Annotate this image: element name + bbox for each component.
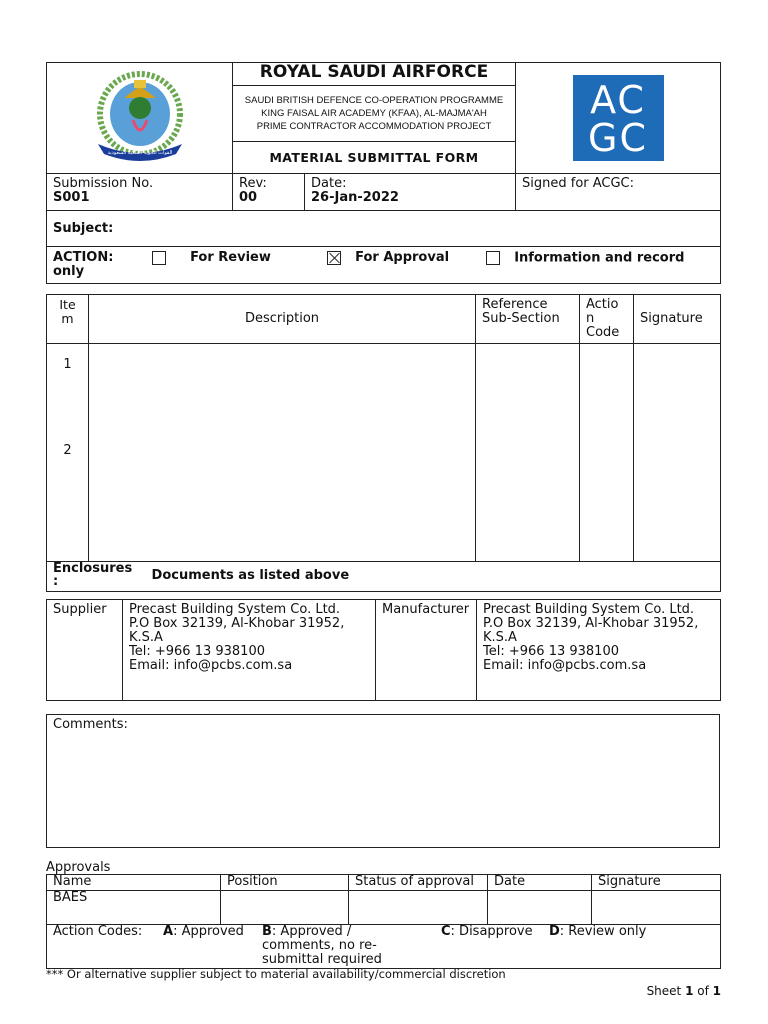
rev-value: 00: [239, 190, 258, 205]
comments-cell[interactable]: [47, 715, 720, 848]
code-b-text: : Approved /: [271, 924, 352, 939]
col-action-code-header: [580, 295, 634, 344]
approver-name: BAES: [47, 891, 221, 925]
date-label: Date:: [311, 176, 347, 191]
col-signature-header: Signature: [634, 295, 721, 344]
supplier-address: P.O Box 32139, Al-Khobar 31952,: [129, 616, 345, 631]
manufacturer-email: Email: info@pcbs.com.sa: [483, 658, 647, 673]
form-title: MATERIAL SUBMITTAL FORM: [269, 150, 479, 165]
action-codes-row: [47, 925, 721, 969]
code-c: [441, 925, 549, 939]
supplier-table: [46, 599, 721, 701]
col-name-header: Name: [47, 875, 221, 891]
code-a-text: : Approved: [173, 924, 244, 939]
col-item-header: [47, 295, 89, 344]
code-b-text: comments, no re-: [262, 938, 377, 953]
col-reference-text: Reference: [482, 297, 548, 312]
code-d: [549, 925, 646, 939]
manufacturer-name: Precast Building System Co. Ltd.: [483, 602, 695, 617]
rev-cell: [233, 174, 305, 211]
enclosures-label: [53, 562, 147, 588]
sheet-of: of: [693, 984, 713, 998]
footnote: *** Or alternative supplier subject to material availability/commercial discretion: [46, 967, 506, 981]
sheet-total: 1: [712, 984, 721, 998]
col-action-code-text: Code: [586, 325, 620, 340]
code-b-text: submittal required: [262, 952, 382, 967]
manufacturer-tel: Tel: +966 13 938100: [483, 644, 619, 659]
for-approval-label: For Approval: [355, 250, 450, 266]
supplier-tel: Tel: +966 13 938100: [129, 644, 265, 659]
code-b: [262, 925, 441, 967]
col-action-code-text: n: [586, 311, 595, 326]
code-c-key: C: [441, 924, 451, 939]
col-signature-header: Signature: [592, 875, 721, 891]
date-cell: [305, 174, 516, 211]
col-status-header: Status of approval: [349, 875, 488, 891]
acgc-logo: [573, 75, 664, 161]
col-reference-text: Sub-Section: [482, 311, 560, 326]
enclosures-value: Documents as listed above: [151, 568, 350, 583]
comments-table: [46, 714, 720, 848]
approver-date[interactable]: [488, 891, 592, 925]
supplier-name: Precast Building System Co. Ltd.: [129, 602, 341, 617]
signature-cell[interactable]: [634, 344, 721, 562]
rsaf-emblem-icon: [90, 68, 190, 164]
submission-no-cell: [47, 174, 233, 211]
supplier-details: [123, 600, 376, 701]
approver-signature[interactable]: [592, 891, 721, 925]
org-title: ROYAL SAUDI AIRFORCE: [233, 63, 515, 86]
for-approval-checkbox[interactable]: [327, 251, 341, 265]
comments-label: Comments:: [53, 717, 128, 732]
col-date-header: Date: [488, 875, 592, 891]
item-number: 1: [63, 357, 72, 372]
manufacturer-label: Manufacturer: [376, 600, 477, 701]
item-numbers-cell: [47, 344, 89, 562]
manufacturer-details: [477, 600, 721, 701]
rsaf-logo-cell: [47, 63, 233, 174]
supplier-email: Email: info@pcbs.com.sa: [129, 658, 293, 673]
emblem-arabic-text: القوات الجوية الملكية السعودية: [107, 150, 172, 156]
sheet-prefix: Sheet: [646, 984, 686, 998]
code-c-text: : Disapprove: [450, 924, 533, 939]
programme-line: KING FAISAL AIR ACADEMY (KFAA), AL-MAJMA'AH: [261, 108, 487, 119]
submission-no-label: Submission No.: [53, 176, 154, 191]
enclosures-row: [47, 562, 721, 592]
enclosures-label-text: Enclosures: [53, 561, 133, 576]
header-table: [46, 62, 721, 284]
description-cell[interactable]: [89, 344, 476, 562]
item-number: 2: [63, 443, 72, 458]
rev-label: Rev:: [239, 176, 267, 191]
manufacturer-address: K.S.A: [483, 630, 517, 645]
signed-for-label: Signed for ACGC:: [522, 176, 635, 191]
signed-for-cell[interactable]: [516, 174, 721, 211]
for-review-label: For Review: [190, 250, 271, 266]
action-codes-label: Action Codes:: [53, 924, 143, 939]
for-review-checkbox[interactable]: [152, 251, 166, 265]
programme-block: [233, 86, 515, 142]
information-label: Information and record only: [53, 250, 685, 280]
sheet-indicator: [647, 984, 721, 998]
col-action-code-text: Actio: [586, 297, 619, 312]
programme-line: PRIME CONTRACTOR ACCOMMODATION PROJECT: [256, 121, 492, 132]
subject-label: Subject:: [53, 220, 114, 236]
programme-line: SAUDI BRITISH DEFENCE CO-OPERATION PROGRAMME: [244, 95, 504, 106]
approvals-heading: Approvals: [46, 860, 111, 875]
action-label: ACTION:: [53, 250, 114, 266]
acgc-logo-cell: [516, 63, 721, 174]
reference-cell[interactable]: [476, 344, 580, 562]
date-value: 26-Jan-2022: [311, 190, 399, 205]
items-table: [46, 294, 721, 592]
action-row: [47, 247, 721, 284]
submission-no-value: S001: [53, 190, 90, 205]
col-position-header: Position: [221, 875, 349, 891]
code-a-key: A: [163, 924, 174, 939]
acgc-logo-line: GC: [588, 116, 648, 160]
code-a: [163, 925, 262, 939]
code-d-text: : Review only: [559, 924, 647, 939]
approver-position[interactable]: [221, 891, 349, 925]
col-item-text: m: [61, 311, 74, 326]
col-item-text: Ite: [59, 297, 76, 312]
approvals-table: [46, 874, 721, 969]
subject-cell[interactable]: [47, 211, 721, 247]
header-center-cell: [233, 63, 516, 174]
acgc-logo-line: AC: [590, 78, 646, 122]
col-reference-header: [476, 295, 580, 344]
enclosures-label-text: :: [53, 574, 59, 589]
supplier-address: K.S.A: [129, 630, 163, 645]
code-b-key: B: [262, 924, 272, 939]
manufacturer-address: P.O Box 32139, Al-Khobar 31952,: [483, 616, 699, 631]
information-checkbox[interactable]: [486, 251, 500, 265]
col-description-header: Description: [89, 295, 476, 344]
supplier-label: Supplier: [47, 600, 123, 701]
sheet-current: 1: [685, 984, 694, 998]
action-code-cell[interactable]: [580, 344, 634, 562]
code-d-key: D: [549, 924, 560, 939]
approver-status[interactable]: [349, 891, 488, 925]
